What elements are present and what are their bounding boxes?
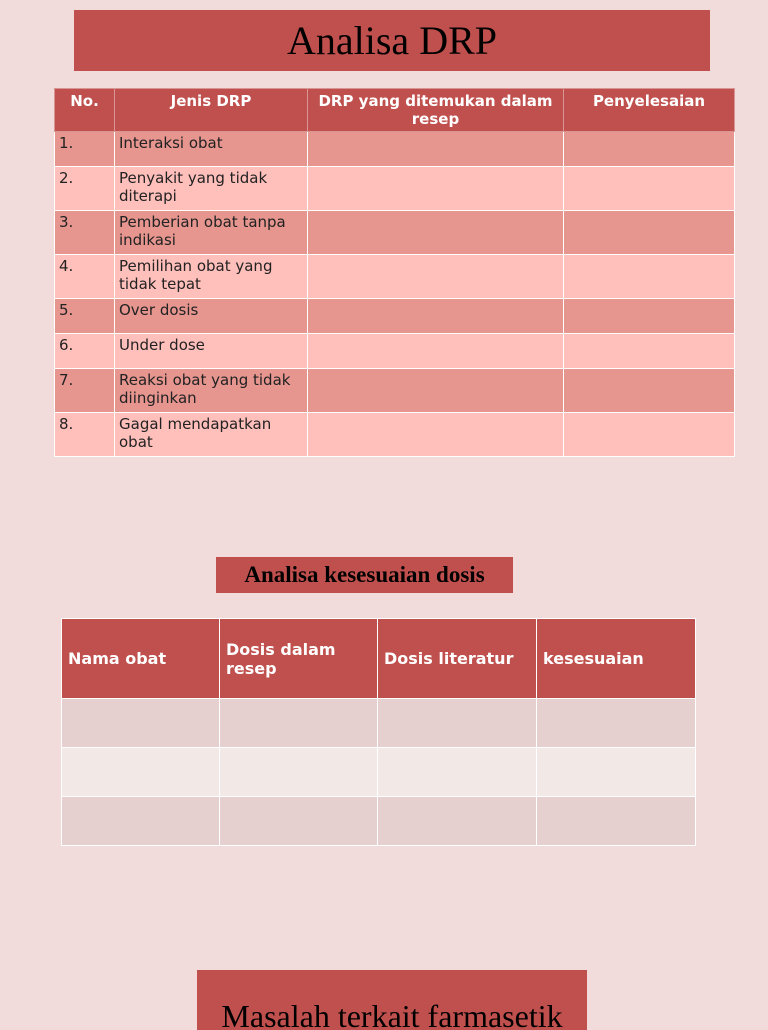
row-penyelesaian <box>564 211 735 255</box>
row-number: 3. <box>55 211 115 255</box>
row-penyelesaian <box>564 413 735 457</box>
row-number: 1. <box>55 132 115 167</box>
row-jenis: Penyakit yang tidak diterapi <box>115 167 308 211</box>
row-penyelesaian <box>564 299 735 334</box>
header-penyelesaian: Penyelesaian <box>564 89 735 132</box>
dose-cell <box>62 748 220 797</box>
row-number: 2. <box>55 167 115 211</box>
drp-table <box>54 88 735 457</box>
row-jenis: Interaksi obat <box>115 132 308 167</box>
row-jenis: Over dosis <box>115 299 308 334</box>
row-number: 7. <box>55 369 115 413</box>
row-ditemukan <box>308 369 564 413</box>
page-title: Analisa DRP <box>287 18 497 63</box>
row-ditemukan <box>308 413 564 457</box>
dose-cell <box>537 797 696 846</box>
row-number: 6. <box>55 334 115 369</box>
bottom-banner <box>197 970 587 1030</box>
table-row <box>55 334 735 369</box>
dose-table <box>61 618 696 846</box>
header-dosis-literatur: Dosis literatur <box>378 619 537 699</box>
table-row <box>62 748 696 797</box>
row-ditemukan <box>308 255 564 299</box>
dose-cell <box>220 699 378 748</box>
dose-cell <box>537 748 696 797</box>
dose-section-title: Analisa kesesuaian dosis <box>244 562 485 587</box>
row-penyelesaian <box>564 369 735 413</box>
dose-cell <box>537 699 696 748</box>
header-drp-ditemukan: DRP yang ditemukan dalam resep <box>308 89 564 132</box>
row-jenis: Gagal mendapatkan obat <box>115 413 308 457</box>
row-penyelesaian <box>564 255 735 299</box>
row-jenis: Pemberian obat tanpa indikasi <box>115 211 308 255</box>
header-kesesuaian: kesesuaian <box>537 619 696 699</box>
table-row <box>55 255 735 299</box>
row-ditemukan <box>308 132 564 167</box>
row-jenis: Under dose <box>115 334 308 369</box>
header-jenis-drp: Jenis DRP <box>115 89 308 132</box>
dose-cell <box>378 748 537 797</box>
table-row <box>55 369 735 413</box>
row-number: 5. <box>55 299 115 334</box>
row-penyelesaian <box>564 334 735 369</box>
row-ditemukan <box>308 299 564 334</box>
table-row <box>55 132 735 167</box>
header-nama-obat: Nama obat <box>62 619 220 699</box>
row-ditemukan <box>308 167 564 211</box>
header-dosis-resep: Dosis dalam resep <box>220 619 378 699</box>
table-row <box>55 211 735 255</box>
dose-cell <box>62 699 220 748</box>
table-row <box>55 299 735 334</box>
drp-table-header <box>55 89 735 132</box>
row-number: 8. <box>55 413 115 457</box>
row-number: 4. <box>55 255 115 299</box>
title-banner <box>74 10 710 71</box>
table-row <box>62 699 696 748</box>
row-penyelesaian <box>564 132 735 167</box>
header-no: No. <box>55 89 115 132</box>
table-row <box>55 167 735 211</box>
dose-cell <box>220 748 378 797</box>
table-row <box>55 413 735 457</box>
row-ditemukan <box>308 211 564 255</box>
row-penyelesaian <box>564 167 735 211</box>
dose-cell <box>378 797 537 846</box>
dose-cell <box>62 797 220 846</box>
table-row <box>62 797 696 846</box>
row-jenis: Pemilihan obat yang tidak tepat <box>115 255 308 299</box>
dose-section-banner <box>216 557 513 593</box>
row-jenis: Reaksi obat yang tidak diinginkan <box>115 369 308 413</box>
dose-cell <box>220 797 378 846</box>
row-ditemukan <box>308 334 564 369</box>
bottom-title: Masalah terkait farmasetik <box>221 998 563 1030</box>
dose-cell <box>378 699 537 748</box>
dose-table-header <box>62 619 696 699</box>
